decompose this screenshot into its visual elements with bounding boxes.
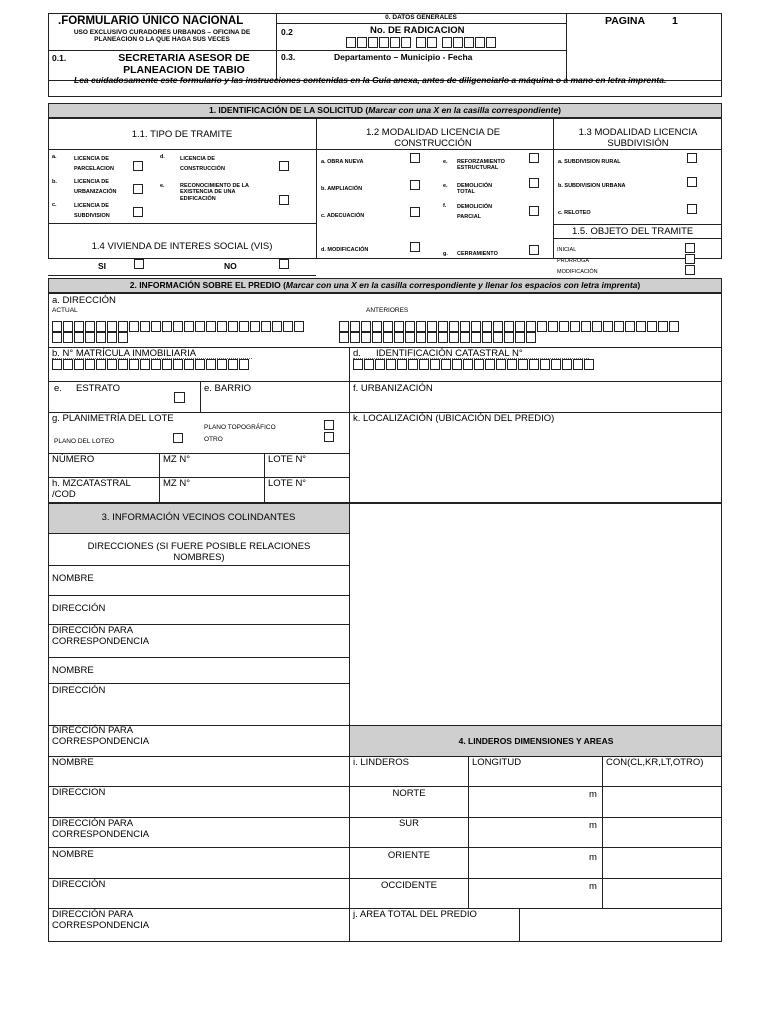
row-0-1-number: 0.1. [52,53,67,63]
neighbor1-direccion: DIRECCIÓN [52,603,106,614]
sub-reloteo-checkbox[interactable] [687,204,697,214]
char-box[interactable] [118,359,128,370]
cons-demolicion-parcial-checkbox[interactable] [529,206,539,216]
numero-label: NÚMERO [52,454,95,465]
cons-modificacion-checkbox[interactable] [410,242,420,252]
tipo-urbanizacion-label: LICENCIA DE URBANIZACIÓN [74,179,117,196]
char-box[interactable] [573,359,583,370]
pagina-label: PAGINA [605,15,646,27]
cons-ampliacion-label: b. AMPLIACIÓN [321,186,363,192]
char-box[interactable] [416,321,426,332]
plano-loteo-checkbox[interactable] [173,433,183,443]
vis-no-checkbox[interactable] [279,259,289,269]
char-box[interactable] [559,321,569,332]
plano-otro-checkbox[interactable] [324,432,334,442]
direccion-actual-boxes[interactable] [52,321,305,332]
neighbor4-nombre: NOMBRE [52,849,94,860]
char-box[interactable] [419,359,429,370]
char-box[interactable] [518,359,528,370]
char-box[interactable] [85,332,95,343]
lote-label: LOTE N° [268,454,307,465]
neighbor2-correspondencia: DIRECCIÓN PARA CORRESPONDENCIA [52,725,150,747]
tipo-construccion-label: LICENCIA DE CONSTRUCCIÓN [180,156,225,173]
char-box[interactable] [449,321,459,332]
char-box[interactable] [361,321,371,332]
sur-unit: m [589,820,597,831]
char-box[interactable] [449,332,459,343]
char-box[interactable] [493,321,503,332]
section1-title: 1. IDENTIFICACIÓN DE LA SOLICITUD (Marcar con una X en la casilla correspondiente) [208,105,562,115]
char-box[interactable] [416,332,426,343]
sub-reloteo-label: c. RELOTEO [558,210,591,216]
estrato-letter: e. [54,383,62,394]
char-box[interactable] [184,359,194,370]
tipo-tramite-title: 1.1. TIPO DE TRAMITE [131,129,233,140]
plano-loteo-label: PLANO DEL LOTEO [54,438,115,445]
longitud-label: LONGITUD [472,757,522,768]
oriente-unit: m [589,852,597,863]
cons-obra-nueva-checkbox[interactable] [410,153,420,163]
sub-rural-label: a. SUBDIVISION RURAL [558,159,621,165]
char-box[interactable] [96,359,106,370]
char-box[interactable] [658,321,668,332]
char-box[interactable] [405,321,415,332]
char-box[interactable] [173,359,183,370]
char-box[interactable] [438,332,448,343]
barrio-label: e. BARRIO [204,383,251,394]
char-box[interactable] [603,321,613,332]
objeto-inicial-label: INICIAL [557,247,577,253]
catastral-boxes[interactable] [353,359,595,370]
mz-label: MZ N° [163,454,191,465]
char-box[interactable] [397,359,407,370]
char-box[interactable] [548,321,558,332]
direccion-anteriores-label: ANTERIORES [366,307,409,314]
char-box[interactable] [151,321,161,332]
char-box[interactable] [647,321,657,332]
con-label: CON(CL,KR,LT,OTRO) [606,757,704,768]
sub-rural-checkbox[interactable] [687,153,697,163]
char-box[interactable] [74,359,84,370]
lindero-sur: SUR [398,818,420,829]
catastral-label: IDENTIFICACIÓN CATASTRAL N° [376,348,523,359]
char-box[interactable] [460,321,470,332]
lote2-label: LOTE N° [268,478,307,489]
char-box[interactable] [562,359,572,370]
char-box[interactable] [551,359,561,370]
cons-demolicion-total-label: DEMOLICIÓN TOTAL [457,183,493,196]
char-box[interactable] [636,321,646,332]
tipo-parcelacion-checkbox[interactable] [133,161,143,171]
form-subtitle: USO EXCLUSIVO CURADORES URBANOS – OFICINA DE PLANEACION O LA QUE HAGA SUS VECES [73,29,251,44]
char-box[interactable] [364,359,374,370]
char-box[interactable] [52,321,62,332]
char-box[interactable] [526,332,536,343]
char-box[interactable] [162,359,172,370]
char-box[interactable] [339,321,349,332]
char-box[interactable] [239,359,249,370]
localizacion-label: k. LOCALIZACIÓN (UBICACIÓN DEL PREDIO) [353,413,555,424]
char-box[interactable] [515,321,525,332]
section0-title: 0. DATOS GENERALES [385,14,457,21]
char-box[interactable] [173,321,183,332]
vis-si-checkbox[interactable] [134,259,144,269]
char-box[interactable] [504,332,514,343]
char-box[interactable] [496,359,506,370]
char-box[interactable] [63,359,73,370]
char-box[interactable] [96,321,106,332]
char-box[interactable] [85,321,95,332]
direccion-anteriores-boxes-2[interactable] [339,332,537,343]
section3-title: 3. INFORMACIÓN VECINOS COLINDANTES [101,512,296,523]
char-box[interactable] [625,321,635,332]
lindero-norte: NORTE [392,788,426,799]
cons-obra-nueva-label: a. OBRA NUEVA [321,159,364,165]
vis-title: 1.4 VIVIENDA DE INTERES SOCIAL (VIS) [91,241,273,252]
char-box[interactable] [361,332,371,343]
char-box[interactable] [471,332,481,343]
tipo-c-letter: c. [52,202,57,208]
cons-adecuacion-label: c. ADECUACIÓN [321,213,365,219]
direccion-label: a. DIRECCIÓN [52,295,116,306]
char-box[interactable] [485,359,495,370]
neighbor1-correspondencia: DIRECCIÓN PARA CORRESPONDENCIA [52,625,150,647]
neighbor2-nombre: NOMBRE [52,665,94,676]
planimetria-label: g. PLANIMETRÍA DEL LOTE [52,413,174,424]
char-box[interactable] [526,321,536,332]
char-box[interactable] [350,321,360,332]
section4-title: 4. LINDEROS DIMENSIONES Y AREAS [458,736,614,746]
char-box[interactable] [339,332,349,343]
char-box[interactable] [129,321,139,332]
char-box[interactable] [195,359,205,370]
tipo-b-letter: b. [52,179,57,185]
sub-urbana-label: b. SUBDIVISION URBANA [558,183,626,189]
plano-topografico-checkbox[interactable] [324,420,334,430]
char-box[interactable] [283,321,293,332]
char-box[interactable] [493,332,503,343]
objeto-prorroga-label: PRORROGA [557,258,590,264]
estrato-box[interactable] [174,392,185,403]
char-box[interactable] [107,332,117,343]
lindero-oriente: ORIENTE [387,850,431,861]
char-box[interactable] [85,359,95,370]
char-box[interactable] [463,359,473,370]
char-box[interactable] [350,332,360,343]
row-0-3-number: 0.3. [281,52,296,62]
tipo-urbanizacion-checkbox[interactable] [133,184,143,194]
char-box[interactable] [430,359,440,370]
char-box[interactable] [217,359,227,370]
direccion-anteriores-boxes[interactable] [339,321,680,332]
char-box[interactable] [441,359,451,370]
form-title: .FORMULARIO ÚNICO NACIONAL [58,15,244,27]
objeto-prorroga-checkbox[interactable] [685,254,695,264]
area-total-label: j. AREA TOTAL DEL PREDIO [353,909,477,920]
matricula-label: b. N° MATRÍCULA INMOBILIARIA [52,348,197,359]
char-box[interactable] [375,359,385,370]
tipo-parcelacion-label: LICENCIA DE PARCELACION [74,156,114,173]
cons-demolicion-total-checkbox[interactable] [529,178,539,188]
char-box[interactable] [460,332,470,343]
char-box[interactable] [239,321,249,332]
char-box[interactable] [504,321,514,332]
char-box[interactable] [482,321,492,332]
norte-unit: m [589,789,597,800]
radicacion-boxes[interactable] [346,37,497,48]
urbanizacion-label: f. URBANIZACIÓN [353,383,433,394]
char-box[interactable] [592,321,602,332]
neighbor3-nombre: NOMBRE [52,757,94,768]
neighbor1-nombre: NOMBRE [52,573,94,584]
instructions-text: Lea cuidadosamente este formulario y las instrucciones contenidas en la Guia anexa, antes de diligenciarlo a máquina o a mano en letra imprenta. [74,75,667,85]
char-box[interactable] [162,321,172,332]
row-0-2-number: 0.2 [281,27,293,37]
section2-title: 2. INFORMACIÓN SOBRE EL PREDIO (Marcar con una X en la casilla correspondiente y llenar los espacios con letra imprenta) [129,280,641,290]
char-box[interactable] [452,359,462,370]
tipo-e-letter: e. [160,183,165,189]
neighbor4-direccion: DIRECCIÓN [52,879,106,890]
cons-f-letter: e. [443,183,448,189]
char-box[interactable] [584,359,594,370]
modalidad-subdivision-title: 1.3 MODALIDAD LICENCIA SUBDIVISIÓN [578,127,698,149]
char-box[interactable] [482,332,492,343]
char-box[interactable] [74,321,84,332]
char-box[interactable] [140,359,150,370]
cons-modificacion-label: d. MODIFICACIÓN [321,247,369,253]
char-box[interactable] [507,359,517,370]
cons-reforzamiento-label: REFORZAMIENTO ESTRUCTURAL [457,159,505,172]
tipo-reconocimiento-checkbox[interactable] [279,195,289,205]
char-box[interactable] [184,321,194,332]
char-box[interactable] [570,321,580,332]
char-box[interactable] [372,321,382,332]
tipo-reconocimiento-label: RECONOCIMIENTO DE LA EXISTENCIA DE UNA EDIFICACIÓN [180,183,249,202]
cons-cerramiento-label: CERRAMIENTO [457,251,498,257]
char-box[interactable] [294,321,304,332]
char-box[interactable] [438,321,448,332]
neighbor3-direccion: DIRECCION [52,787,106,798]
char-box[interactable] [206,359,216,370]
cons-cerramiento-checkbox[interactable] [529,245,539,255]
char-box[interactable] [272,321,282,332]
char-box[interactable] [151,359,161,370]
char-box[interactable] [52,359,62,370]
cons-reforzamiento-checkbox[interactable] [529,153,539,163]
secretaria-label: SECRETARIA ASESOR DE PLANEACION DE TABIO [118,52,250,77]
tipo-construccion-checkbox[interactable] [279,161,289,171]
objeto-modificacion-label: MODIFICACIÓN [557,269,598,275]
char-box[interactable] [250,321,260,332]
char-box[interactable] [474,359,484,370]
licencia-form [48,13,722,942]
cons-ampliacion-checkbox[interactable] [410,180,420,190]
char-box[interactable] [529,359,539,370]
cons-e-letter: e. [443,159,448,165]
char-box[interactable] [581,321,591,332]
char-box[interactable] [217,321,227,332]
plano-topografico-label: PLANO TOPOGRÁFICO [204,424,276,431]
estrato-label: ESTRATO [76,383,120,394]
char-box[interactable] [386,359,396,370]
cons-demolicion-parcial-label: DEMOLICIÓN PARCIAL [457,204,493,221]
tipo-d-letter: d. [160,154,165,160]
char-box[interactable] [405,332,415,343]
lower-frame [48,503,722,942]
neighbor3-correspondencia: DIRECCIÓN PARA CORRESPONDENCIA [52,818,150,840]
mzcatastral-label: h. MZCATASTRAL /COD [52,478,131,500]
tipo-subdivision-checkbox[interactable] [133,207,143,217]
char-box[interactable] [383,332,393,343]
char-box[interactable] [107,359,117,370]
cons-g-letter: f. [443,203,447,209]
char-box[interactable] [614,321,624,332]
radicacion-label: No. DE RADICACION [370,25,465,36]
char-box[interactable] [107,321,117,332]
vis-no-label: NO [224,261,237,271]
vis-si-label: SI [98,261,107,271]
char-box[interactable] [118,332,128,343]
linderos-label: i. LINDEROS [353,757,409,768]
matricula-boxes[interactable] [52,359,250,370]
tipo-a-letter: a. [52,154,57,160]
char-box[interactable] [228,359,238,370]
char-box[interactable] [63,332,73,343]
depto-municipio-fecha-label: Departamento – Municipio - Fecha [334,52,473,62]
char-box[interactable] [383,321,393,332]
char-box[interactable] [408,359,418,370]
cons-h-letter: g. [443,251,448,257]
char-box[interactable] [63,321,73,332]
plano-otro-label: OTRO [204,436,223,443]
char-box[interactable] [540,359,550,370]
char-box[interactable] [206,321,216,332]
neighbor4-correspondencia: DIRECCIÓN PARA CORRESPONDENCIA [52,909,150,931]
objeto-inicial-checkbox[interactable] [685,243,695,253]
char-box[interactable] [228,321,238,332]
modalidad-construccion-title: 1.2 MODALIDAD LICENCIA DE CONSTRUCCIÓN [365,127,501,149]
char-box[interactable] [353,359,363,370]
char-box[interactable] [394,332,404,343]
char-box[interactable] [118,321,128,332]
mz2-label: MZ N° [163,478,191,489]
neighbor2-direccion: DIRECCIÓN [52,685,106,696]
occidente-unit: m [589,881,597,892]
catastral-letter: d. [353,348,361,359]
char-box[interactable] [427,332,437,343]
pagina-number: 1 [672,15,678,27]
char-box[interactable] [74,332,84,343]
char-box[interactable] [140,321,150,332]
objeto-modificacion-checkbox[interactable] [685,265,695,275]
char-box[interactable] [261,321,271,332]
direcciones-header: DIRECCIONES (SI FUERE POSIBLE RELACIONES NOMBRES) [87,541,311,563]
char-box[interactable] [515,332,525,343]
char-box[interactable] [471,321,481,332]
lindero-occidente: OCCIDENTE [381,880,437,891]
char-box[interactable] [537,321,547,332]
char-box[interactable] [372,332,382,343]
tipo-subdivision-label: LICENCIA DE SUBDIVISION [74,203,110,220]
direccion-actual-boxes-2[interactable] [52,332,129,343]
char-box[interactable] [129,359,139,370]
char-box[interactable] [195,321,205,332]
objeto-tramite-title: 1.5. OBJETO DEL TRAMITE [572,226,694,237]
cons-adecuacion-checkbox[interactable] [410,207,420,217]
char-box[interactable] [394,321,404,332]
direccion-actual-label: ACTUAL [52,307,78,314]
char-box[interactable] [427,321,437,332]
char-box[interactable] [96,332,106,343]
sub-urbana-checkbox[interactable] [687,177,697,187]
char-box[interactable] [52,332,62,343]
char-box[interactable] [669,321,679,332]
